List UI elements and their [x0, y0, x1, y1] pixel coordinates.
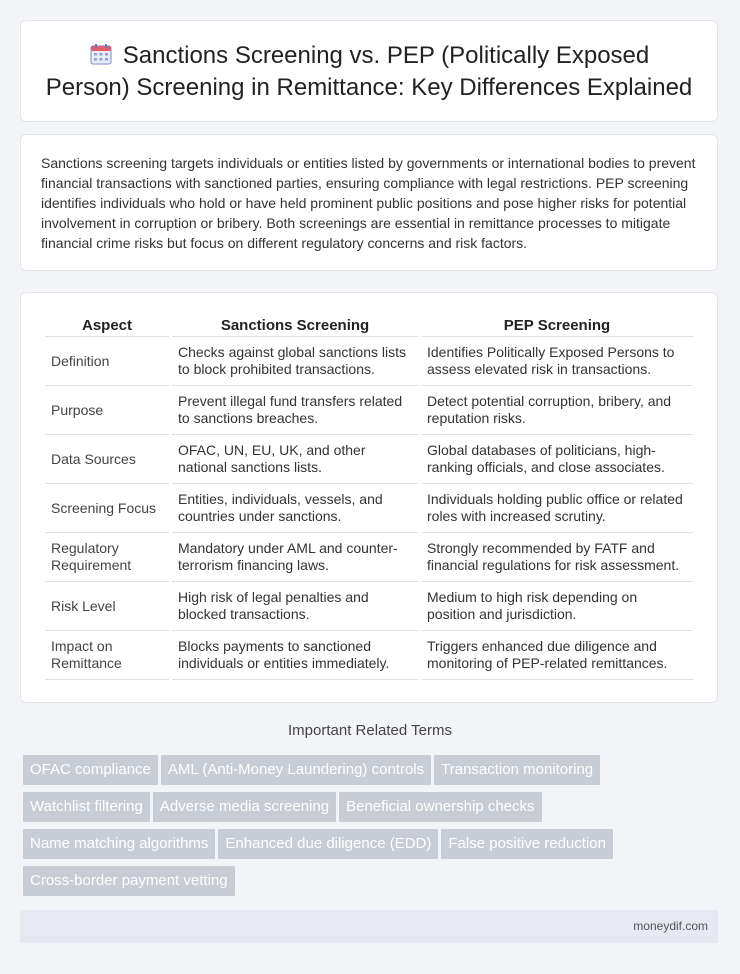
cell-pep: Identifies Politically Exposed Persons to assess elevated risk in transactions. — [421, 337, 693, 386]
table-header-row — [45, 313, 693, 337]
header-pep: PEP Screening — [421, 313, 693, 337]
table-row — [45, 435, 693, 484]
intro-card — [20, 134, 718, 271]
related-term-tag[interactable]: OFAC compliance — [23, 755, 158, 785]
cell-sanctions: Blocks payments to sanctioned individuals or entities immediately. — [172, 631, 418, 680]
cell-aspect: Screening Focus — [45, 484, 169, 533]
footer — [20, 910, 718, 943]
cell-pep: Detect potential corruption, bribery, and reputation risks. — [421, 386, 693, 435]
comparison-card — [20, 292, 718, 703]
cell-pep: Strongly recommended by FATF and financial regulations for risk assessment. — [421, 533, 693, 582]
cell-sanctions: High risk of legal penalties and blocked transactions. — [172, 582, 418, 631]
related-term-tag[interactable]: Name matching algorithms — [23, 829, 215, 859]
related-term-tag[interactable]: AML (Anti-Money Laundering) controls — [161, 755, 431, 785]
cell-sanctions: Mandatory under AML and counter-terrorism financing laws. — [172, 533, 418, 582]
cell-sanctions: OFAC, UN, EU, UK, and other national sanctions lists. — [172, 435, 418, 484]
table-row — [45, 533, 693, 582]
cell-sanctions: Checks against global sanctions lists to block prohibited transactions. — [172, 337, 418, 386]
cell-pep: Triggers enhanced due diligence and monitoring of PEP-related remittances. — [421, 631, 693, 680]
intro-paragraph: Sanctions screening targets individuals or entities listed by governments or international bodies to prevent financial transactions with sanctioned parties, ensuring compliance with legal restrictions. PEP screening identifies individuals who hold or have held prominent public positions and pose higher risks for potential involvement in corruption or bribery. Both screenings are essential in remittance processes to mitigate financial crime risks but focus on different regulatory concerns and risk factors. — [41, 155, 696, 251]
related-term-tag[interactable]: Enhanced due diligence (EDD) — [218, 829, 438, 859]
cell-sanctions: Prevent illegal fund transfers related to sanctions breaches. — [172, 386, 418, 435]
table-row — [45, 631, 693, 680]
cell-aspect: Definition — [45, 337, 169, 386]
calendar-icon — [89, 42, 113, 73]
related-term-tag[interactable]: Cross-border payment vetting — [23, 866, 235, 896]
table-row — [45, 484, 693, 533]
cell-aspect: Purpose — [45, 386, 169, 435]
related-term-tag[interactable]: Transaction monitoring — [434, 755, 600, 785]
table-row — [45, 386, 693, 435]
page-title-text: Sanctions Screening vs. PEP (Politically Exposed Person) Screening in Remittance: Key Differences Explained — [45, 41, 693, 101]
related-term-tag[interactable]: Watchlist filtering — [23, 792, 150, 822]
related-term-tag[interactable]: Adverse media screening — [153, 792, 336, 822]
cell-pep: Individuals holding public office or related roles with increased scrutiny. — [421, 484, 693, 533]
cell-pep: Medium to high risk depending on position and jurisdiction. — [421, 582, 693, 631]
table-row — [45, 337, 693, 386]
header-sanctions: Sanctions Screening — [172, 313, 418, 337]
cell-sanctions: Entities, individuals, vessels, and countries under sanctions. — [172, 484, 418, 533]
cell-aspect: Regulatory Requirement — [45, 533, 169, 582]
footer-site[interactable]: moneydif.com — [633, 919, 708, 933]
title-card — [20, 20, 718, 122]
cell-pep: Global databases of politicians, high-ranking officials, and close associates. — [421, 435, 693, 484]
related-terms-list — [23, 755, 723, 903]
related-term-tag[interactable]: False positive reduction — [441, 829, 613, 859]
cell-aspect: Impact on Remittance — [45, 631, 169, 680]
page-title — [21, 41, 717, 102]
related-terms-title: Important Related Terms — [288, 722, 452, 739]
cell-aspect: Data Sources — [45, 435, 169, 484]
table-row — [45, 582, 693, 631]
cell-aspect: Risk Level — [45, 582, 169, 631]
header-aspect: Aspect — [45, 313, 169, 337]
related-term-tag[interactable]: Beneficial ownership checks — [339, 792, 541, 822]
comparison-table — [42, 313, 696, 680]
